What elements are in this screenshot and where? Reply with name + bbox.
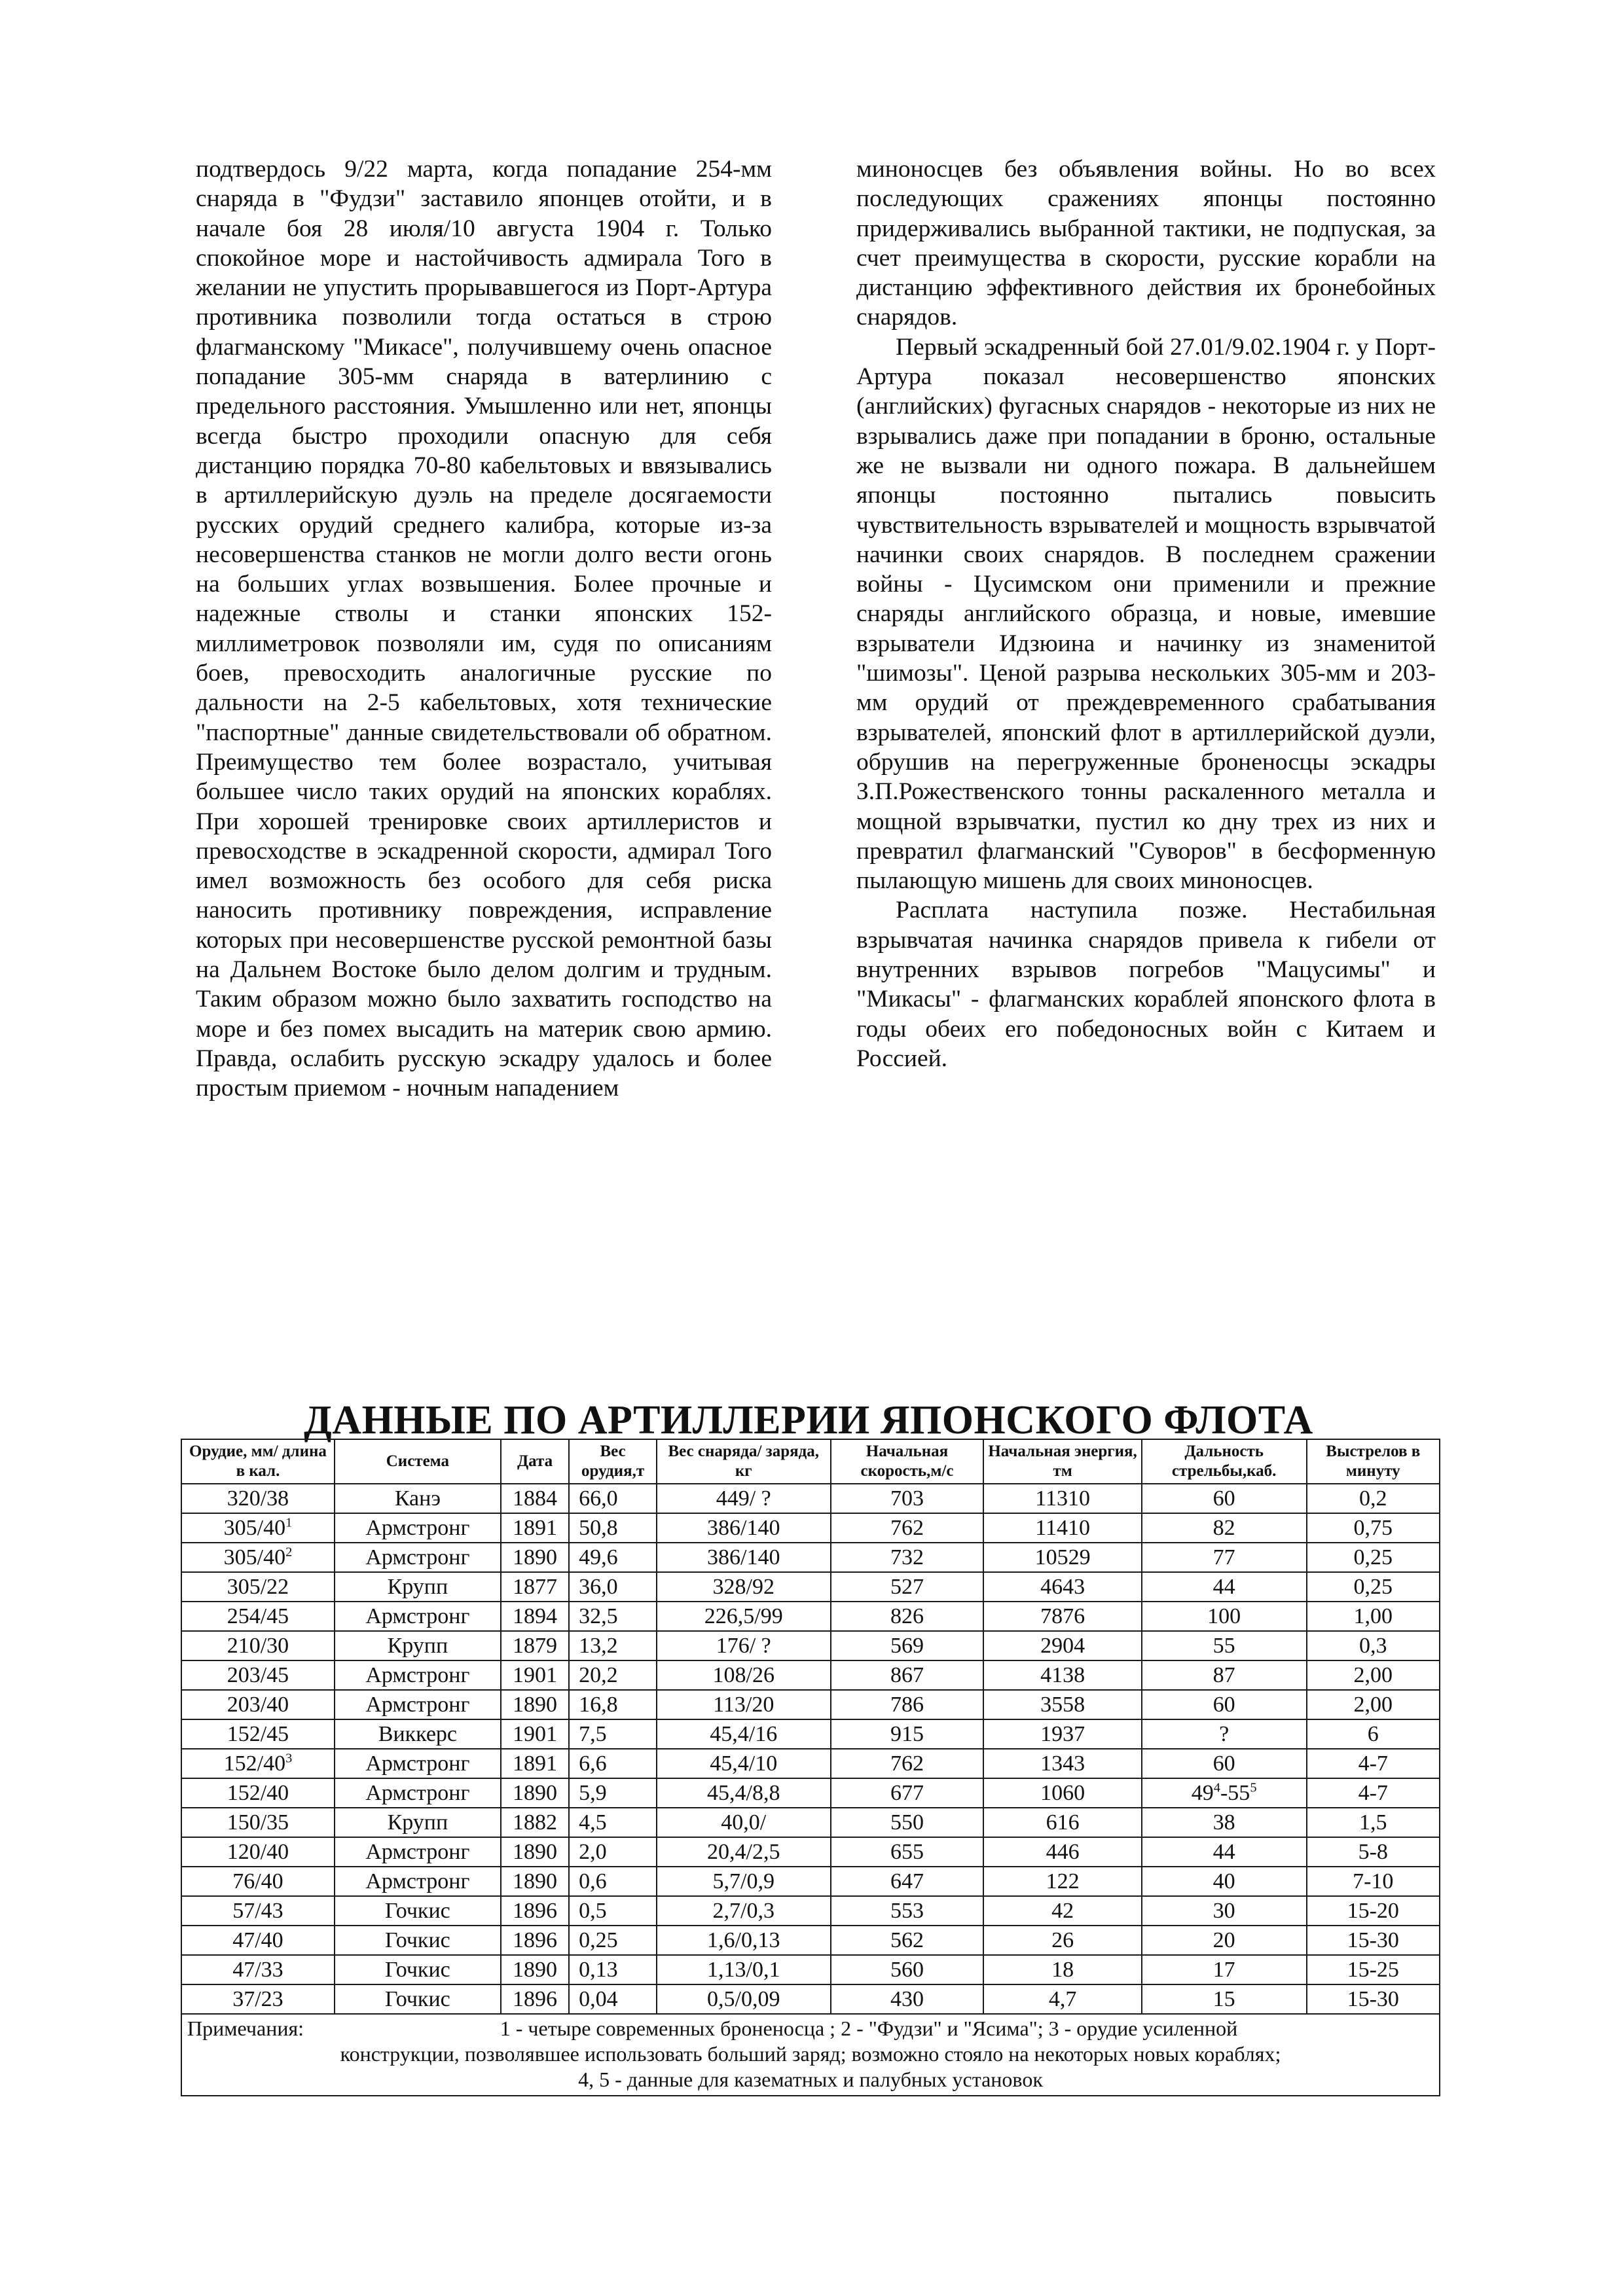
header-range: Дальность стрельбы,каб. bbox=[1142, 1439, 1307, 1484]
range-value: 60 bbox=[1213, 1486, 1235, 1511]
cell-range bbox=[1142, 1513, 1307, 1543]
cell-rate: 6 bbox=[1307, 1719, 1440, 1749]
header-weight: Вес орудия,т bbox=[569, 1439, 657, 1484]
cell-rate: 0,25 bbox=[1307, 1543, 1440, 1572]
range-value: 44 bbox=[1213, 1574, 1235, 1599]
cell-range bbox=[1142, 1660, 1307, 1690]
cell-weight: 32,5 bbox=[569, 1602, 657, 1631]
cell-system: Крупп bbox=[335, 1631, 501, 1660]
cell-weight: 16,8 bbox=[569, 1690, 657, 1719]
left-text-column bbox=[196, 154, 772, 1103]
cell-range bbox=[1142, 1808, 1307, 1837]
cell-velocity: 677 bbox=[831, 1778, 984, 1808]
cell-shell: 40,0/ bbox=[657, 1808, 831, 1837]
cell-energy: 10529 bbox=[983, 1543, 1141, 1572]
cell-velocity: 550 bbox=[831, 1808, 984, 1837]
cell-rate: 0,3 bbox=[1307, 1631, 1440, 1660]
cell-rate: 4-7 bbox=[1307, 1749, 1440, 1778]
cell-rate: 1,00 bbox=[1307, 1602, 1440, 1631]
range-value: 40 bbox=[1213, 1869, 1235, 1893]
cell-rate: 1,5 bbox=[1307, 1808, 1440, 1837]
cell-year: 1877 bbox=[501, 1572, 569, 1602]
cell-energy: 446 bbox=[983, 1837, 1141, 1867]
cell-energy: 4138 bbox=[983, 1660, 1141, 1690]
cell-shell: 386/140 bbox=[657, 1513, 831, 1543]
table-row bbox=[181, 1808, 1440, 1837]
cell-year: 1890 bbox=[501, 1690, 569, 1719]
cell-energy: 122 bbox=[983, 1867, 1141, 1896]
gun-caliber: 152/40 bbox=[227, 1780, 289, 1805]
cell-energy: 11410 bbox=[983, 1513, 1141, 1543]
cell-year: 1890 bbox=[501, 1543, 569, 1572]
gun-caliber: 150/35 bbox=[227, 1810, 289, 1835]
cell-velocity: 430 bbox=[831, 1984, 984, 2014]
range-value: 82 bbox=[1213, 1515, 1235, 1540]
gun-caliber: 37/23 bbox=[232, 1986, 283, 2011]
gun-caliber: 76/40 bbox=[232, 1869, 283, 1893]
cell-shell: 449/ ? bbox=[657, 1484, 831, 1513]
header-gun: Орудие, мм/ длина в кал. bbox=[181, 1439, 335, 1484]
range-value-alt: -55 bbox=[1220, 1780, 1250, 1805]
cell-weight: 0,5 bbox=[569, 1896, 657, 1926]
cell-weight: 13,2 bbox=[569, 1631, 657, 1660]
paragraph: подтвердось 9/22 марта, когда попадание 254-мм снаряда в "Фудзи" заставило японцев отойти, и в начале боя 28 июля/10 августа 1904 г. Только спокойное море и настойчивость адмирала Того в желании не упустить прорывавшегося из Порт-Артура противника позволили тогда остаться в строю флагманскому "Микасе", получившему очень опасное попадание 305-мм снаряда в ватерлинию с предельного расстояния. Умышленно или нет, японцы всегда быстро проходили опасную для себя дистанцию порядка 70-80 кабельтовых и ввязывались в артиллерийскую дуэль на пределе досягаемости русских орудий среднего калибра, которые из-за несовершенства станков не могли долго вести огонь на больших углах возвышения. Более прочные и надежные стволы и станки японских 152-миллиметровок позволяли им, судя по описаниям боев, превосходить аналогичные русские по дальности на 2-5 кабельтовых, хотя технические "паспортные" данные свидетельствовали об обратном. Преимущество тем более возрастало, учитывая большее число таких орудий на японских кораблях. При хорошей тренировке своих артиллеристов и превосходстве в эскадренной скорости, адмирал Того имел возможность без особого для себя риска наносить противнику повреждения, исправление которых при несовершенстве русской ремонтной базы на Дальнем Востоке было делом долгим и трудным. Таким образом можно было захватить господство на море и без помех высадить на материк свою армию. Правда, ослабить русскую эскадру удалось и более простым приемом - ночным нападением bbox=[196, 156, 772, 1102]
range-value: 87 bbox=[1213, 1662, 1235, 1687]
cell-range bbox=[1142, 1837, 1307, 1867]
cell-velocity: 560 bbox=[831, 1955, 984, 1984]
cell-velocity: 647 bbox=[831, 1867, 984, 1896]
cell-year: 1882 bbox=[501, 1808, 569, 1837]
cell-shell: 20,4/2,5 bbox=[657, 1837, 831, 1867]
header-velocity: Начальная скорость,м/с bbox=[831, 1439, 984, 1484]
cell-velocity: 655 bbox=[831, 1837, 984, 1867]
header-energy: Начальная энергия, тм bbox=[983, 1439, 1141, 1484]
cell-rate: 2,00 bbox=[1307, 1660, 1440, 1690]
cell-year: 1890 bbox=[501, 1867, 569, 1896]
cell-system: Гочкис bbox=[335, 1955, 501, 1984]
cell-gun bbox=[181, 1808, 335, 1837]
header-rate: Выстрелов в минуту bbox=[1307, 1439, 1440, 1484]
cell-shell: 386/140 bbox=[657, 1543, 831, 1572]
cell-range bbox=[1142, 1631, 1307, 1660]
gun-caliber: 57/43 bbox=[232, 1898, 283, 1923]
cell-rate: 15-20 bbox=[1307, 1896, 1440, 1926]
cell-year: 1896 bbox=[501, 1984, 569, 2014]
cell-velocity: 762 bbox=[831, 1749, 984, 1778]
range-value: 100 bbox=[1207, 1604, 1241, 1628]
table-row bbox=[181, 1660, 1440, 1690]
range-value: 17 bbox=[1213, 1957, 1235, 1982]
table-row bbox=[181, 1631, 1440, 1660]
cell-year: 1879 bbox=[501, 1631, 569, 1660]
cell-shell: 226,5/99 bbox=[657, 1602, 831, 1631]
table-header-row bbox=[181, 1439, 1440, 1484]
cell-shell: 45,4/16 bbox=[657, 1719, 831, 1749]
cell-weight: 50,8 bbox=[569, 1513, 657, 1543]
cell-range bbox=[1142, 1602, 1307, 1631]
table-row bbox=[181, 1719, 1440, 1749]
artillery-table bbox=[181, 1439, 1440, 2096]
cell-weight: 6,6 bbox=[569, 1749, 657, 1778]
cell-energy: 3558 bbox=[983, 1690, 1141, 1719]
gun-caliber: 152/40 bbox=[223, 1751, 286, 1776]
cell-year: 1896 bbox=[501, 1926, 569, 1955]
range-value: 55 bbox=[1213, 1633, 1235, 1658]
cell-year: 1884 bbox=[501, 1484, 569, 1513]
cell-year: 1894 bbox=[501, 1602, 569, 1631]
range-value: 49 bbox=[1191, 1780, 1214, 1805]
paragraph: Расплата наступила позже. Нестабильная взрывчатая начинка снарядов привела к гибели от внутренних взрывов погребов "Мацусимы" и "Микасы" - флагманских кораблей японского флота в годы обеих его победоносных войн с Китаем и Россией. bbox=[856, 897, 1436, 1072]
cell-energy: 7876 bbox=[983, 1602, 1141, 1631]
header-year: Дата bbox=[501, 1439, 569, 1484]
table-row bbox=[181, 1896, 1440, 1926]
cell-velocity: 703 bbox=[831, 1484, 984, 1513]
footnote-mark: 1 bbox=[285, 1515, 293, 1530]
range-value: 30 bbox=[1213, 1898, 1235, 1923]
cell-shell: 176/ ? bbox=[657, 1631, 831, 1660]
cell-rate: 15-30 bbox=[1307, 1926, 1440, 1955]
cell-gun bbox=[181, 1660, 335, 1690]
cell-shell: 108/26 bbox=[657, 1660, 831, 1690]
cell-velocity: 762 bbox=[831, 1513, 984, 1543]
cell-weight: 5,9 bbox=[569, 1778, 657, 1808]
header-shell: Вес снаряда/ заряда, кг bbox=[657, 1439, 831, 1484]
cell-weight: 4,5 bbox=[569, 1808, 657, 1837]
cell-velocity: 553 bbox=[831, 1896, 984, 1926]
cell-shell: 5,7/0,9 bbox=[657, 1867, 831, 1896]
table-row bbox=[181, 1513, 1440, 1543]
cell-velocity: 732 bbox=[831, 1543, 984, 1572]
cell-range bbox=[1142, 1896, 1307, 1926]
table-row bbox=[181, 1778, 1440, 1808]
table-row bbox=[181, 1955, 1440, 1984]
gun-caliber: 305/40 bbox=[223, 1515, 286, 1540]
table-row bbox=[181, 1867, 1440, 1896]
cell-energy: 1343 bbox=[983, 1749, 1141, 1778]
cell-range bbox=[1142, 1572, 1307, 1602]
cell-gun bbox=[181, 1984, 335, 2014]
cell-energy: 18 bbox=[983, 1955, 1141, 1984]
cell-year: 1896 bbox=[501, 1896, 569, 1926]
cell-range bbox=[1142, 1749, 1307, 1778]
cell-system: Армстронг bbox=[335, 1749, 501, 1778]
cell-weight: 36,0 bbox=[569, 1572, 657, 1602]
cell-range bbox=[1142, 1719, 1307, 1749]
gun-caliber: 254/45 bbox=[227, 1604, 289, 1628]
cell-shell: 328/92 bbox=[657, 1572, 831, 1602]
table-row bbox=[181, 1926, 1440, 1955]
cell-gun bbox=[181, 1867, 335, 1896]
cell-energy: 4643 bbox=[983, 1572, 1141, 1602]
cell-gun bbox=[181, 1631, 335, 1660]
cell-weight: 20,2 bbox=[569, 1660, 657, 1690]
cell-range bbox=[1142, 1778, 1307, 1808]
cell-energy: 11310 bbox=[983, 1484, 1141, 1513]
cell-gun bbox=[181, 1543, 335, 1572]
cell-rate: 4-7 bbox=[1307, 1778, 1440, 1808]
footnote-mark: 2 bbox=[285, 1545, 293, 1560]
range-value: 20 bbox=[1213, 1928, 1235, 1952]
cell-system: Армстронг bbox=[335, 1837, 501, 1867]
cell-weight: 0,04 bbox=[569, 1984, 657, 2014]
cell-system: Гочкис bbox=[335, 1896, 501, 1926]
cell-energy: 4,7 bbox=[983, 1984, 1141, 2014]
table-row bbox=[181, 1984, 1440, 2014]
gun-caliber: 305/22 bbox=[227, 1574, 289, 1599]
cell-gun bbox=[181, 1778, 335, 1808]
table-row bbox=[181, 1543, 1440, 1572]
gun-caliber: 120/40 bbox=[227, 1839, 289, 1864]
cell-gun bbox=[181, 1690, 335, 1719]
gun-caliber: 305/40 bbox=[223, 1545, 286, 1570]
range-value: 38 bbox=[1213, 1810, 1235, 1835]
cell-weight: 0,13 bbox=[569, 1955, 657, 1984]
table-row bbox=[181, 1837, 1440, 1867]
footnote-mark: 3 bbox=[285, 1751, 293, 1766]
cell-energy: 42 bbox=[983, 1896, 1141, 1926]
cell-system: Армстронг bbox=[335, 1513, 501, 1543]
range-value: 77 bbox=[1213, 1545, 1235, 1570]
cell-year: 1890 bbox=[501, 1955, 569, 1984]
notes-row bbox=[181, 2014, 1440, 2096]
range-value: ? bbox=[1219, 1721, 1230, 1746]
cell-system: Гочкис bbox=[335, 1926, 501, 1955]
cell-velocity: 562 bbox=[831, 1926, 984, 1955]
cell-velocity: 569 bbox=[831, 1631, 984, 1660]
cell-gun bbox=[181, 1749, 335, 1778]
range-value: 60 bbox=[1213, 1751, 1235, 1776]
cell-velocity: 867 bbox=[831, 1660, 984, 1690]
cell-system: Канэ bbox=[335, 1484, 501, 1513]
cell-range bbox=[1142, 1867, 1307, 1896]
cell-gun bbox=[181, 1719, 335, 1749]
cell-energy: 2904 bbox=[983, 1631, 1141, 1660]
cell-system: Гочкис bbox=[335, 1984, 501, 2014]
cell-system: Армстронг bbox=[335, 1660, 501, 1690]
gun-caliber: 152/45 bbox=[227, 1721, 289, 1746]
cell-range bbox=[1142, 1484, 1307, 1513]
table-row bbox=[181, 1749, 1440, 1778]
cell-system: Армстронг bbox=[335, 1543, 501, 1572]
cell-rate: 2,00 bbox=[1307, 1690, 1440, 1719]
range-value: 44 bbox=[1213, 1839, 1235, 1864]
cell-rate: 0,2 bbox=[1307, 1484, 1440, 1513]
cell-year: 1890 bbox=[501, 1778, 569, 1808]
cell-year: 1901 bbox=[501, 1719, 569, 1749]
table-notes bbox=[181, 2014, 1440, 2096]
cell-gun bbox=[181, 1513, 335, 1543]
gun-caliber: 203/40 bbox=[227, 1692, 289, 1717]
gun-caliber: 210/30 bbox=[227, 1633, 289, 1658]
cell-gun bbox=[181, 1955, 335, 1984]
cell-gun bbox=[181, 1602, 335, 1631]
paragraph: миноносцев без объявления войны. Но во всех последующих сражениях японцы постоянно придерживались выбранной тактики, не подпуская, за счет преимущества в скорости, русские корабли на дистанцию эффективного действия их бронебойных снарядов. bbox=[856, 156, 1436, 331]
cell-year: 1901 bbox=[501, 1660, 569, 1690]
cell-rate: 7-10 bbox=[1307, 1867, 1440, 1896]
cell-velocity: 786 bbox=[831, 1690, 984, 1719]
cell-system: Виккерс bbox=[335, 1719, 501, 1749]
cell-shell: 1,13/0,1 bbox=[657, 1955, 831, 1984]
cell-year: 1890 bbox=[501, 1837, 569, 1867]
table-row bbox=[181, 1484, 1440, 1513]
cell-gun bbox=[181, 1572, 335, 1602]
cell-velocity: 527 bbox=[831, 1572, 984, 1602]
notes-line: 1 - четыре современных броненосца ; 2 - "Фудзи" и "Ясима"; 3 - орудие усиленной bbox=[500, 2017, 1238, 2040]
cell-year: 1891 bbox=[501, 1749, 569, 1778]
cell-system: Армстронг bbox=[335, 1690, 501, 1719]
cell-shell: 1,6/0,13 bbox=[657, 1926, 831, 1955]
cell-shell: 113/20 bbox=[657, 1690, 831, 1719]
cell-gun bbox=[181, 1926, 335, 1955]
cell-energy: 26 bbox=[983, 1926, 1141, 1955]
paragraph: Первый эскадренный бой 27.01/9.02.1904 г. у Порт-Артура показал несовершенство японских (английских) фугасных снарядов - некоторые из них не взрывались даже при попадании в броню, остальные же не вызвали ни одного пожара. В дальнейшем японцы постоянно пытались повысить чувствительность взрывателей и мощность взрывчатой начинки своих снарядов. В последнем сражении войны - Цусимском они применили и прежние снаряды английского образца, и новые, имевшие взрыватели Идзюина и начинку из знаменитой "шимозы". Ценой разрыва нескольких 305-мм и 203-мм орудий от преждевременного срабатывания взрывателей, японский флот в артиллерийской дуэли, обрушив на перегруженные броненосцы эскадры З.П.Рожественского тонны раскаленного металла и мощной взрывчатки, пустил ко дну трех из них и превратил флагманский "Суворов" в бесформенную пылающую мишень для своих миноносцев. bbox=[856, 333, 1436, 895]
cell-velocity: 915 bbox=[831, 1719, 984, 1749]
notes-line: конструкции, позволявшее использовать больший заряд; возможно стояло на некоторых новых кораблях; bbox=[340, 2042, 1281, 2066]
cell-gun bbox=[181, 1896, 335, 1926]
gun-caliber: 203/45 bbox=[227, 1662, 289, 1687]
cell-rate: 0,75 bbox=[1307, 1513, 1440, 1543]
table-row bbox=[181, 1690, 1440, 1719]
cell-shell: 45,4/8,8 bbox=[657, 1778, 831, 1808]
footnote-mark: 5 bbox=[1250, 1780, 1257, 1795]
cell-shell: 0,5/0,09 bbox=[657, 1984, 831, 2014]
cell-system: Армстронг bbox=[335, 1778, 501, 1808]
cell-gun bbox=[181, 1837, 335, 1867]
cell-energy: 1937 bbox=[983, 1719, 1141, 1749]
cell-weight: 7,5 bbox=[569, 1719, 657, 1749]
range-value: 15 bbox=[1213, 1986, 1235, 2011]
cell-rate: 15-25 bbox=[1307, 1955, 1440, 1984]
cell-velocity: 826 bbox=[831, 1602, 984, 1631]
table-row bbox=[181, 1572, 1440, 1602]
range-value: 60 bbox=[1213, 1692, 1235, 1717]
cell-range bbox=[1142, 1690, 1307, 1719]
cell-range bbox=[1142, 1955, 1307, 1984]
cell-system: Армстронг bbox=[335, 1602, 501, 1631]
cell-weight: 49,6 bbox=[569, 1543, 657, 1572]
cell-rate: 0,25 bbox=[1307, 1572, 1440, 1602]
gun-caliber: 47/40 bbox=[232, 1928, 283, 1952]
table-row bbox=[181, 1602, 1440, 1631]
cell-shell: 2,7/0,3 bbox=[657, 1896, 831, 1926]
cell-range bbox=[1142, 1926, 1307, 1955]
cell-weight: 0,25 bbox=[569, 1926, 657, 1955]
cell-gun bbox=[181, 1484, 335, 1513]
notes-line: 4, 5 - данные для казематных и палубных установок bbox=[578, 2068, 1043, 2091]
cell-system: Крупп bbox=[335, 1572, 501, 1602]
gun-caliber: 47/33 bbox=[232, 1957, 283, 1982]
cell-shell: 45,4/10 bbox=[657, 1749, 831, 1778]
cell-energy: 1060 bbox=[983, 1778, 1141, 1808]
cell-energy: 616 bbox=[983, 1808, 1141, 1837]
cell-weight: 2,0 bbox=[569, 1837, 657, 1867]
table-title: ДАННЫЕ ПО АРТИЛЛЕРИИ ЯПОНСКОГО ФЛОТА bbox=[304, 1398, 1313, 1443]
notes-label: Примечания: bbox=[187, 2017, 304, 2040]
cell-weight: 66,0 bbox=[569, 1484, 657, 1513]
right-text-column bbox=[856, 154, 1436, 1073]
cell-rate: 15-30 bbox=[1307, 1984, 1440, 2014]
header-system: Система bbox=[335, 1439, 501, 1484]
cell-range bbox=[1142, 1984, 1307, 2014]
cell-year: 1891 bbox=[501, 1513, 569, 1543]
cell-weight: 0,6 bbox=[569, 1867, 657, 1896]
footnote-mark: 4 bbox=[1213, 1780, 1220, 1795]
cell-system: Крупп bbox=[335, 1808, 501, 1837]
cell-range bbox=[1142, 1543, 1307, 1572]
cell-system: Армстронг bbox=[335, 1867, 501, 1896]
cell-rate: 5-8 bbox=[1307, 1837, 1440, 1867]
gun-caliber: 320/38 bbox=[227, 1486, 289, 1511]
